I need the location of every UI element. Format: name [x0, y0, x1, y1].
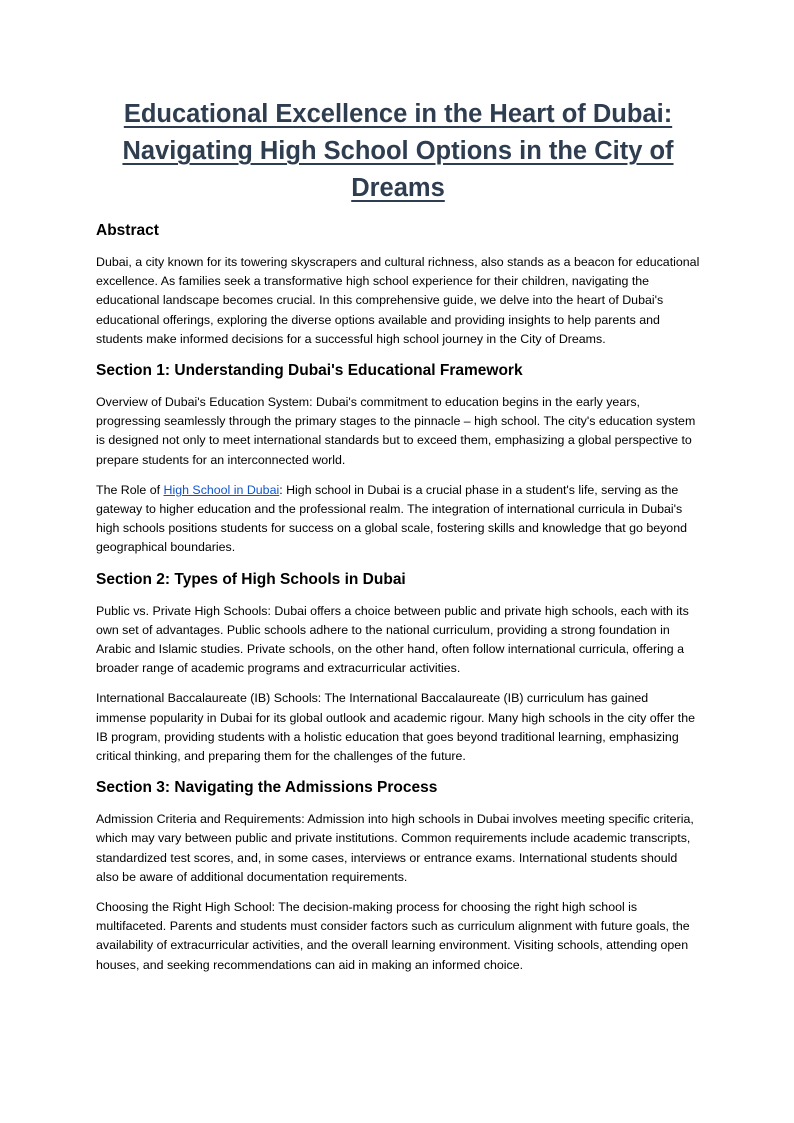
abstract-heading: Abstract: [96, 222, 159, 239]
document-page: [96, 96, 700, 975]
document-title: Educational Excellence in the Heart of Dubai: Navigating High School Options in the City of Dreams: [122, 100, 674, 202]
section-1-heading: Section 1: Understanding Dubai's Educational Framework: [96, 362, 523, 380]
section-2-paragraph-2: International Baccalaureate (IB) Schools: The International Baccalaureate (IB) curriculum has gained immense popularity in Dubai for its global outlook and academic rigour. Many high schools in the city offer the IB program, providing students with a holistic education that goes beyond traditional learning, emphasizing critical thinking, and preparing them for the challenges of the future.: [96, 691, 695, 764]
paragraph-text-after-link: : High school in Dubai is a crucial phase in a student's life, serving as the gateway to higher education and the professional realm. The integration of international curricula in Dubai's high schools positions students for success on a global scale, fostering skills and knowledge that go beyond geographical boundaries.: [96, 482, 687, 555]
section-1-paragraph-2: [96, 481, 700, 558]
section-3-paragraph-1: Admission Criteria and Requirements: Admission into high schools in Dubai involves meeting specific criteria, which may vary between public and private institutions. Common requirements include academic transcripts, standardized test scores, and, in some cases, interviews or entrance exams. International students should also be aware of additional documentation requirements.: [96, 812, 694, 884]
section-3-paragraph-2: Choosing the Right High School: The decision-making process for choosing the right high school is multifaceted. Parents and students must consider factors such as curriculum alignment with future goals, the availability of extracurricular activities, and the overall learning environment. Visiting schools, attending open houses, and seeking recommendations can aid in making an informed choice.: [96, 900, 690, 972]
paragraph-text-before-link: The Role of: [96, 482, 164, 497]
high-school-in-dubai-link[interactable]: High School in Dubai: [163, 482, 280, 497]
section-3-heading: Section 3: Navigating the Admissions Process: [96, 779, 438, 797]
section-2-paragraph-1: Public vs. Private High Schools: Dubai offers a choice between public and private high schools, each with its own set of advantages. Public schools adhere to the national curriculum, providing a strong foundation in Arabic and Islamic studies. Private schools, on the other hand, often follow international curricula, offering a broader range of academic programs and extracurricular activities.: [96, 603, 689, 676]
abstract-paragraph: Dubai, a city known for its towering skyscrapers and cultural richness, also stands as a beacon for educational excellence. As families seek a transformative high school experience for their children, navigating the educational landscape becomes crucial. In this comprehensive guide, we delve into the heart of Dubai's educational offerings, exploring the diverse options available and providing insights to help parents and students make informed decisions for a successful high school journey in the City of Dreams.: [96, 255, 700, 346]
section-1-paragraph-1: Overview of Dubai's Education System: Dubai's commitment to education begins in the early years, progressing seamlessly through the primary stages to the pinnacle – high school. The city's education system is designed not only to meet international standards but to exceed them, emphasizing a global perspective to prepare students for an interconnected world.: [96, 395, 696, 467]
section-2-heading: Section 2: Types of High Schools in Dubai: [96, 570, 406, 588]
